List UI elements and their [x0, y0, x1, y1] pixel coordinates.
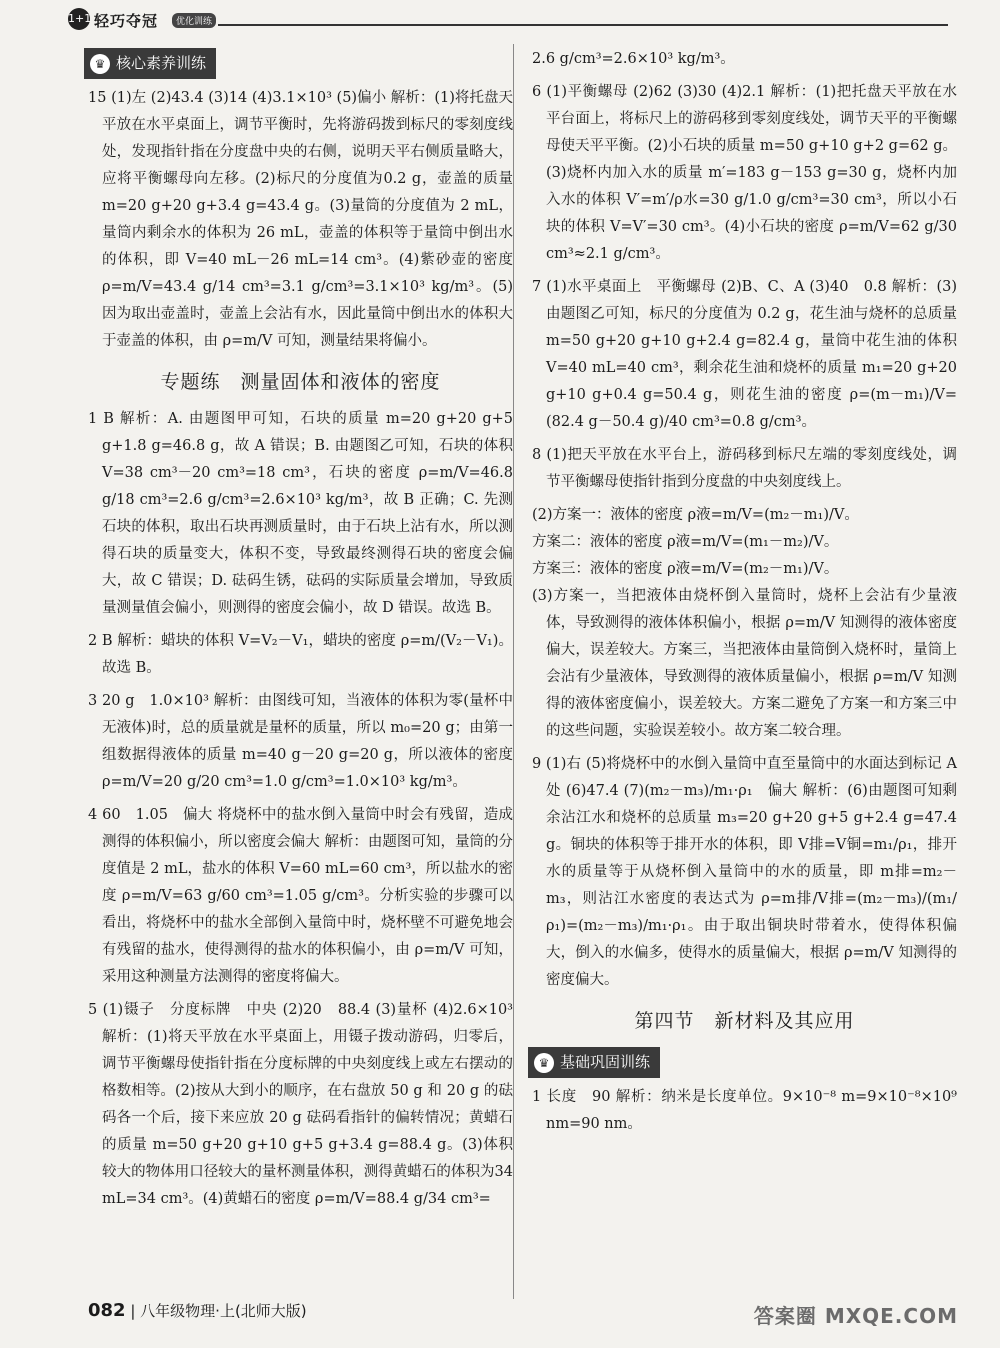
answer-8-plan-2: 方案二：液体的密度 ρ液=m/V=(m₁－m₂)/V。 [532, 534, 839, 550]
brand-name: 轻巧夺冠 [94, 12, 159, 30]
banner-label: 基础巩固训练 [560, 1053, 651, 1071]
answer-8-part-3: (3)方案一，当把液体由烧杯倒入量筒时，烧杯上会沾有少量液体，导致测得的液体体积偏小，根据 ρ=m/V 知测得的液体密度偏大，误差较大。方案三，当把液体由量筒倒入烧杯时，量筒上会沾有少量液体，导致测得的液体质量偏小，根据 ρ=m/V 知测得的液体密度偏小，误差较大。方案二避免了方案一和方案三中的这些问题，实验误差较小。故方案二较合理。 [532, 588, 957, 739]
book-title: 八年级物理·上(北师大版) [140, 1302, 307, 1320]
answer-6: 6 (1)平衡螺母 (2)62 (3)30 (4)2.1 解析：(1)把托盘天平放在水平台面上，将标尺上的游码移到零刻度线处，调节天平的平衡螺母使天平平衡。(2)小石块的质量 m=50 g+10 g+2 g=62 g。(3)烧杯内加入水的质量 m′=183 g－153 g=30 g，烧杯内加入水的体积 V′=m′/ρ水=30 g/1.0 g/cm³=30 cm³，所以小石块的体积 V=V′=30 cm³。(4)小石块的密度 ρ=m/V=62 g/30 cm³≈2.1 g/cm³。 [532, 84, 957, 262]
answer-8-plan-3: 方案三：液体的密度 ρ液=m/V=(m₂－m₁)/V。 [532, 561, 839, 577]
answer-2: 2 B 解析：蜡块的体积 V=V₂－V₁，蜡块的密度 ρ=m/(V₂－V₁)。故选 B。 [88, 633, 513, 676]
right-column [532, 46, 957, 1144]
crown-icon: ♛ [534, 1053, 554, 1073]
answer-5-continued: 2.6 g/cm³=2.6×10³ kg/m³。 [532, 51, 735, 67]
page-number: 082 [88, 1300, 126, 1321]
column-divider [513, 44, 514, 1299]
section-title-density: 专题练 测量固体和液体的密度 [160, 371, 441, 393]
answer-9: 9 (1)右 (5)将烧杯中的水倒入量筒中直至量筒中的水面达到标记 A 处 (6)47.4 (7)(m₂－m₃)/m₁·ρ₁ 偏大 解析：(6)由题图可知剩余沾江水和烧杯的总质量 m₃=20 g+20 g+5 g+2.4 g=47.4 g。铜块的体积等于排开水的体积，即 V排=V铜=m₁/ρ₁，排开水的质量等于从烧杯倒入量筒中的水的质量，即 m排=m₂－m₃，则沾江水密度的表达式为 ρ=m排/V排=(m₂－m₃)/(m₁/ρ₁)=(m₂－m₃)/m₁·ρ₁。由于取出铜块时带着水，使得体积偏大，倒入的水偏多，使得水的质量偏大，根据 ρ=m/V 知测得的密度偏大。 [532, 756, 957, 988]
answer-1-new-section: 1 长度 90 解析：纳米是长度单位。9×10⁻⁸ m=9×10⁻⁸×10⁹ nm=90 nm。 [532, 1089, 957, 1132]
section-banner-basic [528, 1047, 660, 1078]
answer-1: 1 B 解析：A. 由题图甲可知，石块的质量 m=20 g+20 g+5 g+1.8 g=46.8 g，故 A 错误；B. 由题图乙可知，石块的体积 V=38 cm³－20 cm³=18 cm³，石块的密度 ρ=m/V=46.8 g/18 cm³=2.6 g/cm³=2.6×10³ kg/m³，故 B 正确；C. 先测石块的体积，取出石块再测质量时，由于石块上沾有水，所以测得石块的质量变大，体积不变，导致最终测得石块的密度会偏大，故 C 错误；D. 砝码生锈，砝码的实际质量会增加，导致质量测量值会偏小，则测得的密度会偏小，故 D 错误。故选 B。 [88, 411, 513, 616]
footer-separator: | [125, 1302, 141, 1320]
answer-8-part-1: 8 (1)把天平放在水平台上，游码移到标尺左端的零刻度线处，调节平衡螺母使指针指到分度盘的中央刻度线上。 [532, 447, 957, 490]
watermark: 答案圈 MXQE.COM [753, 1304, 958, 1328]
page-footer [88, 1300, 307, 1321]
left-column [88, 46, 513, 1219]
answer-5: 5 (1)镊子 分度标牌 中央 (2)20 88.4 (3)量杯 (4)2.6×10³ 解析：(1)将天平放在水平桌面上，用镊子拨动游码，归零后，调节平衡螺母使指针指在分度标牌的中央刻度线上或左右摆动的格数相等。(2)按从大到小的顺序，在右盘放 50 g 和 20 g 的砝码各一个后，接下来应放 20 g 砝码看指针的偏转情况；黄蜡石的质量 m=50 g+20 g+10 g+5 g+3.4 g=88.4 g。(3)体积较大的物体用口径较大的量杯测量体积，测得黄蜡石的体积为34 mL=34 cm³。(4)黄蜡石的密度 ρ=m/V=88.4 g/34 cm³= [88, 1002, 513, 1207]
section-title-new-materials: 第四节 新材料及其应用 [634, 1010, 855, 1032]
page-header [68, 4, 948, 36]
answer-8-plan-1: (2)方案一：液体的密度 ρ液=m/V=(m₂－m₁)/V。 [532, 507, 859, 523]
header-rule [218, 24, 948, 26]
answer-7: 7 (1)水平桌面上 平衡螺母 (2)B、C、A (3)40 0.8 解析：(3)由题图乙可知，标尺的分度值为 0.2 g，花生油与烧杯的总质量 m=50 g+20 g+10 g+2.4 g=82.4 g，量筒中花生油的体积 V=40 mL=40 cm³，剩余花生油和烧杯的质量 m₁=20 g+20 g+10 g+0.4 g=50.4 g，则花生油的密度 ρ=(m－m₁)/V=(82.4 g－50.4 g)/40 cm³=0.8 g/cm³。 [532, 279, 957, 430]
answer-3: 3 20 g 1.0×10³ 解析：由图线可知，当液体的体积为零(量杯中无液体)时，总的质量就是量杯的质量，所以 m₀=20 g；由第一组数据得液体的质量 m=40 g－20 g=20 g，所以液体的密度 ρ=m/V=20 g/20 cm³=1.0 g/cm³=1.0×10³ kg/m³。 [88, 693, 513, 790]
crown-icon: ♛ [90, 54, 110, 74]
brand-badge: 优化训练 [172, 13, 216, 28]
answer-15: 15 (1)左 (2)43.4 (3)14 (4)3.1×10³ (5)偏小 解析：(1)将托盘天平放在水平桌面上，调节平衡时，先将游码拨到标尺的零刻度线处，发现指针指在分度盘中央的右侧，说明天平右侧质量略大，应将平衡螺母向左移。(2)标尺的分度值为0.2 g，壶盖的质量 m=20 g+20 g+3.4 g=43.4 g。(3)量筒的分度值为 2 mL，量筒内剩余水的体积为 26 mL，壶盖的体积等于量筒中倒出水的体积，即 V=40 mL－26 mL=14 cm³。(4)紫砂壶的密度 ρ=m/V=43.4 g/14 cm³=3.1 g/cm³=3.1×10³ kg/m³。(5)因为取出壶盖时，壶盖上会沾有水，因此量筒中倒出水的体积大于壶盖的体积，由 ρ=m/V 可知，测量结果将偏小。 [88, 90, 513, 349]
answer-4: 4 60 1.05 偏大 将烧杯中的盐水倒入量筒中时会有残留，造成测得的体积偏小，所以密度会偏大 解析：由题图可知，量筒的分度值是 2 mL，盐水的体积 V=60 mL=60 cm³，所以盐水的密度 ρ=m/V=63 g/60 cm³=1.05 g/cm³。分析实验的步骤可以看出，将烧杯中的盐水全部倒入量筒中时，烧杯壁不可避免地会有残留的盐水，使得测得的盐水的体积偏小，由 ρ=m/V 可知，采用这种测量方法测得的密度将偏大。 [88, 807, 513, 985]
section-banner-core [84, 48, 216, 79]
brand-logo-icon: 1+1 [68, 8, 90, 30]
banner-label: 核心素养训练 [116, 54, 207, 72]
